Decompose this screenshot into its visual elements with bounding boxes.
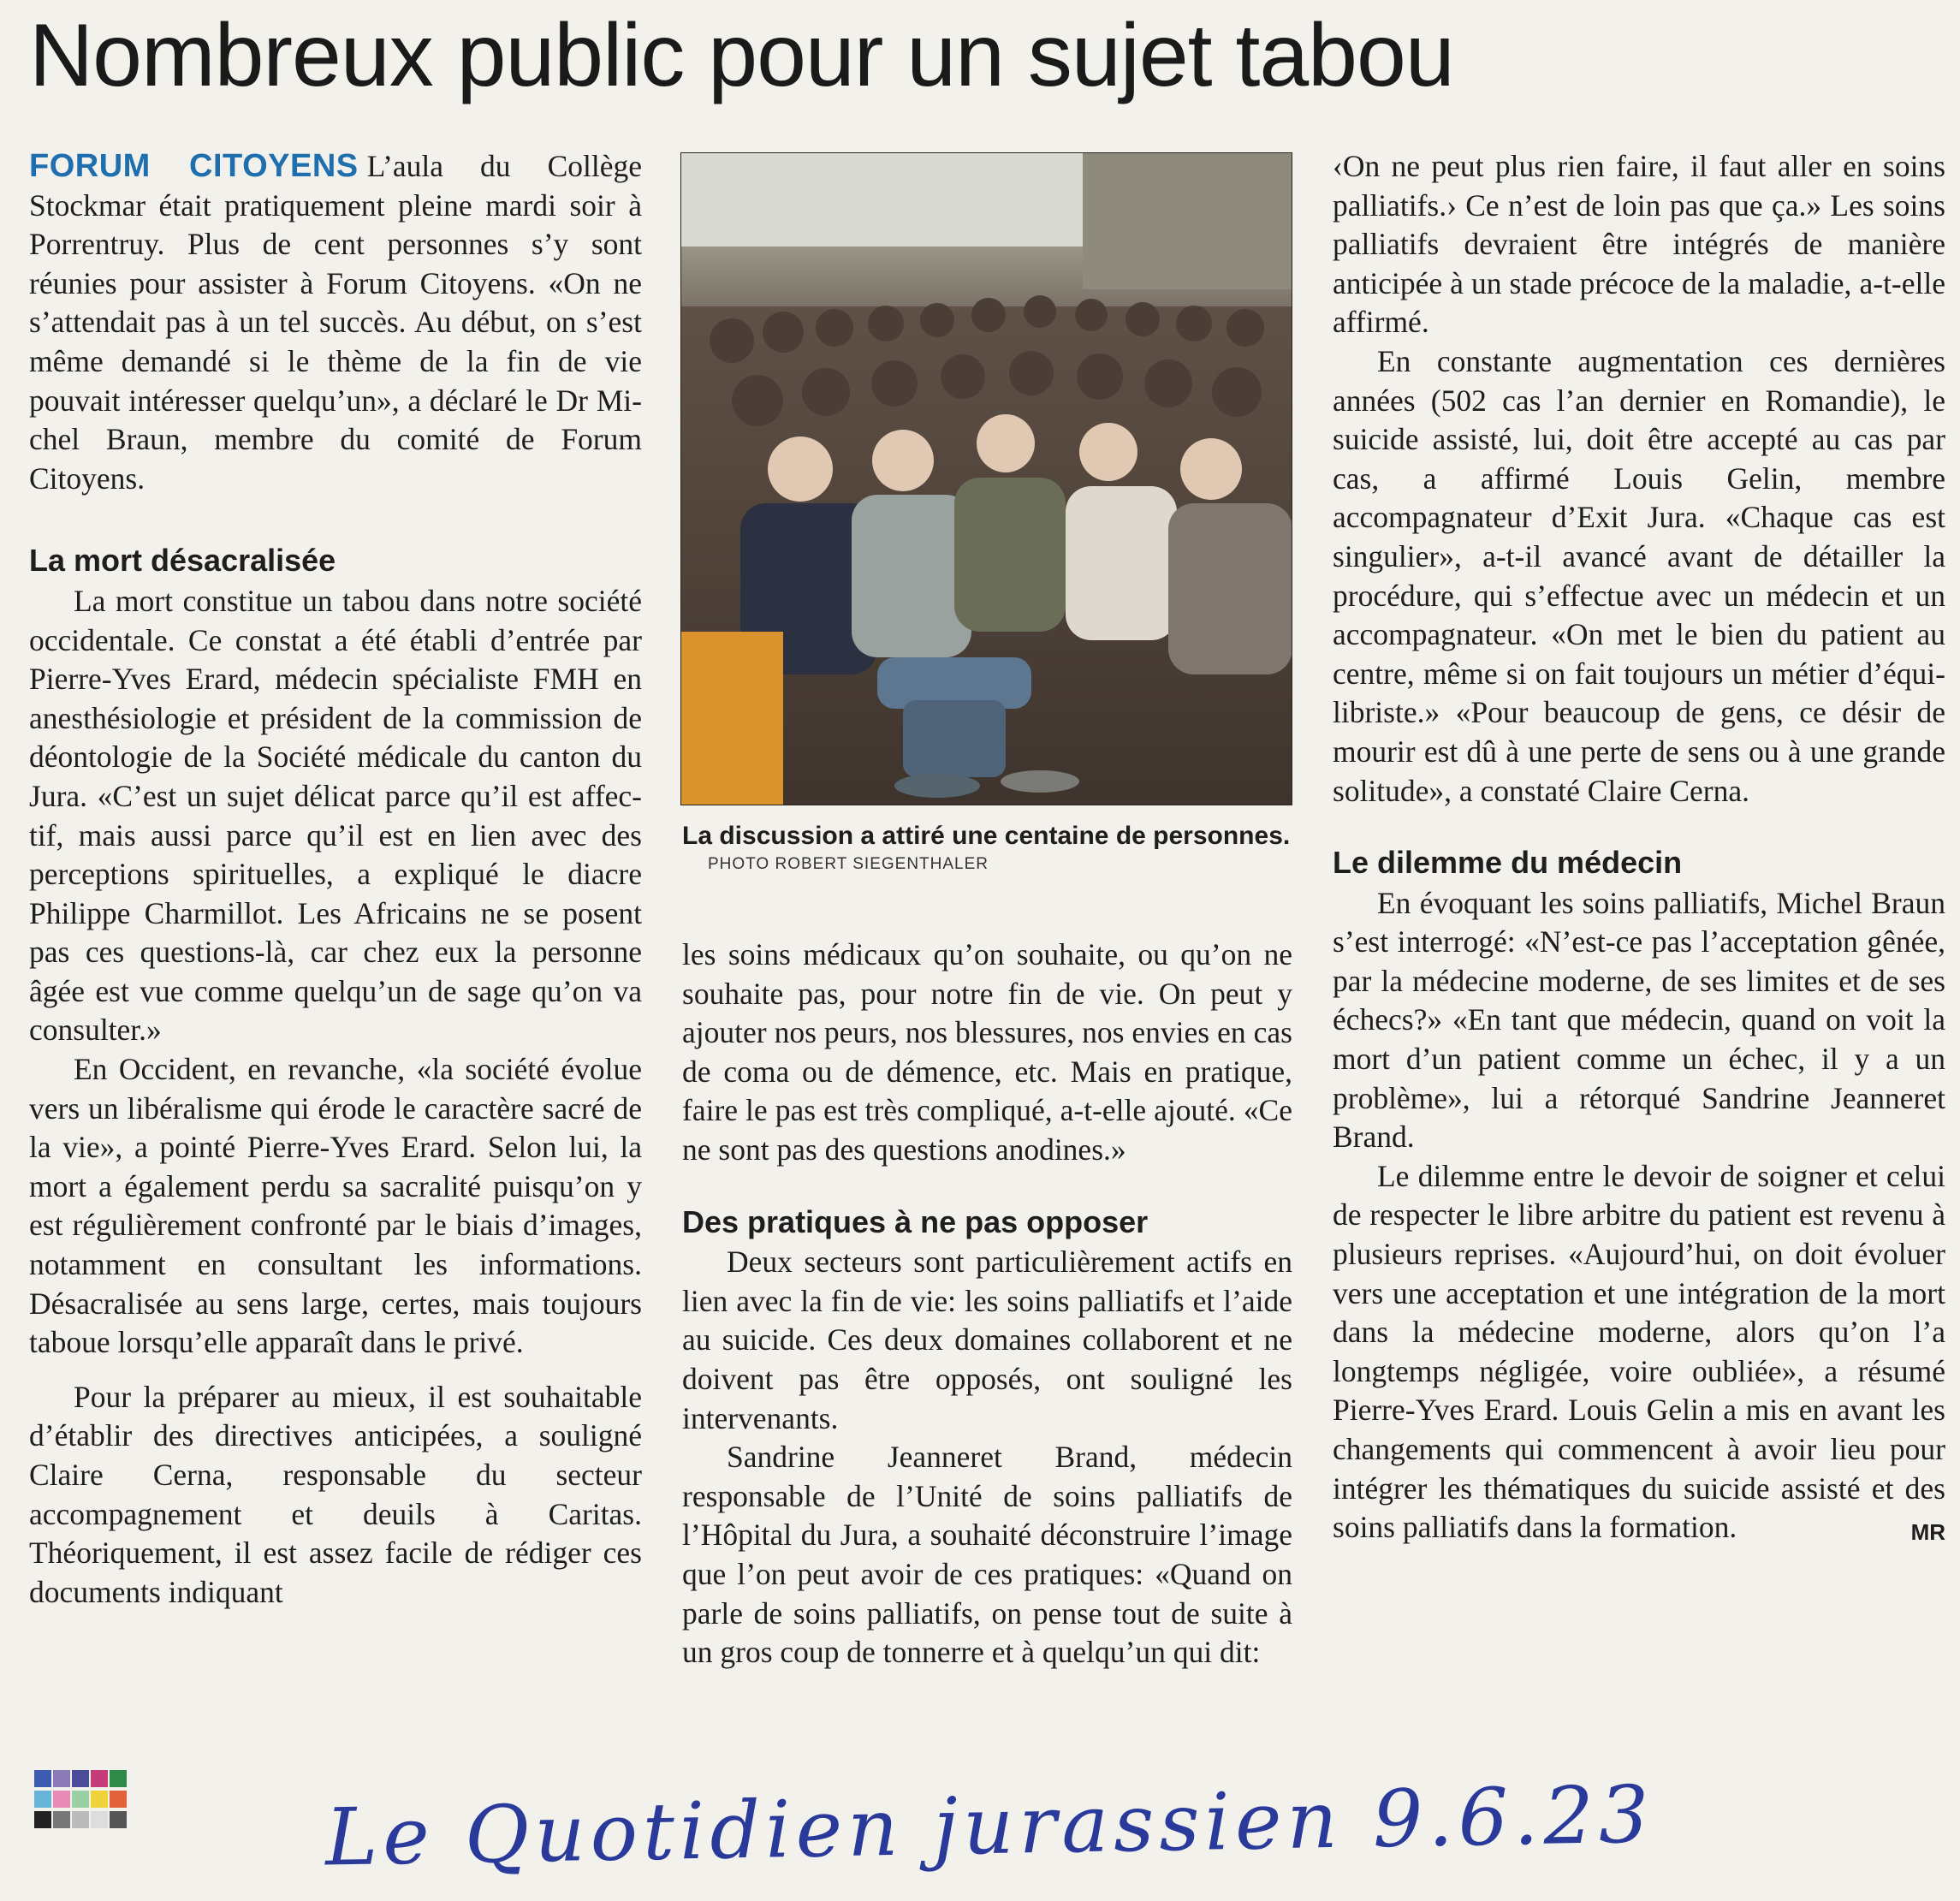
paragraph: La mort constitue un tabou dans notre société occidentale. Ce constat a été établi d’entrée par Pierre-Yves Erard, médecin spécialiste FMH en anesthésiologie et président de la commission de déontologie de la Société médicale du canton du Jura. «C’est un sujet délicat parce qu’il est affectif, mais aussi parce qu’il est en lien avec des perceptions spirituelles, a expliqué le diacre Philippe Charmillot. Les Africains ne se posent pas ces questions-là, car chez eux la personne âgée est vue comme quelqu’un de sage qu’on va consulter.» [29, 583, 642, 1048]
color-calibration-icon [34, 1770, 146, 1839]
subhead-dilemme: Le dilemme du médecin [1333, 845, 1683, 881]
photo-caption [682, 817, 1294, 874]
subhead-pratiques: Des pratiques à ne pas opposer [682, 1203, 1149, 1239]
photo-credit: PHOTO ROBERT SIEGENTHALER [708, 855, 989, 873]
handwritten-note: Le Quotidien jurassien 9.6.23 [324, 1768, 1655, 1884]
headline: Nombreux public pour un sujet tabou [29, 6, 1454, 105]
column-3 [1333, 147, 1945, 1553]
author-signature: MR [1910, 1519, 1945, 1546]
paragraph: Pour la préparer au mieux, il est souhaitable d’établir des directives anticipées, a souligné Claire Cerna, responsable du secteur accompagnement et deuils à Caritas. Théoriquement, il est assez facile de rédiger ces documents indiquant [29, 1379, 642, 1609]
paragraph: Le dilemme entre le devoir de soigner et celui de respecter le libre arbitre du patient est revenu à plusieurs reprises. «Aujourd’hui, on doit évoluer vers une acceptation et une intégration de la mort dans la médecine moderne, alors qu’on l’a longtemps négligée, voire oubliée», a résumé Pierre-Yves Erard. Louis Gelin a mis en avant les changements qui commencent à avoir lieu pour intégrer les thématiques du suicide assisté et des soins palliatifs dans la formation. MR [1333, 1157, 1945, 1548]
paragraph: les soins médicaux qu’on souhaite, ou qu’on ne souhaite pas, pour notre fin de vie. On peut y ajouter nos peurs, nos blessures, nos envies en cas de coma ou de démence, etc. Mais en pratique, faire le pas est très compliqué, a-t-elle ajouté. «Ce ne sont pas des questions anodines.» [682, 937, 1292, 1167]
paragraph: Deux secteurs sont particulièrement actifs en lien avec la fin de vie: les soins palliatifs et l’aide au suicide. Ces deux domaines collaborent et ne doivent pas être opposés, ont souligné les intervenants. [682, 1245, 1292, 1435]
column-1 [29, 147, 642, 1612]
paragraph: En évoquant les soins palliatifs, Michel Braun s’est interrogé: «N’est-ce pas l’acceptation gênée, par la médecine moderne, de ses limites et de ses échecs?» «En tant que médecin, quand on voit la mort d’un patient comme un échec, il y a un problème», lui a rétorqué Sandrine Jeanneret Brand. [1333, 885, 1945, 1155]
audience-photo [680, 152, 1292, 805]
column-2 [682, 936, 1292, 1672]
intro-paragraph: FORUM CITOYENS L’aula du Collège Stockmar était pratiquement pleine mardi soir à Porrentruy. Plus de cent personnes s’y sont réunies pour assister à Forum Citoyens. «On ne s’attendait pas à un tel succès. Au début, on s’est même demandé si le thème de la fin de vie pouvait intéresser quelqu’un», a déclaré le Dr Michel Braun, membre du comité de Forum Citoyens. [29, 148, 642, 496]
paragraph: ‹On ne peut plus rien faire, il faut aller en soins palliatifs.› Ce n’est de loin pas que ça.» Les soins palliatifs devraient être intégrés de manière anticipée à un stade précoce de la maladie, a-t-elle affirmé. [1333, 149, 1945, 340]
subhead-la-mort: La mort désacralisée [29, 543, 336, 579]
caption-text: La discussion a attiré une centaine de personnes. [682, 822, 1291, 850]
kicker: FORUM CITOYENS [29, 148, 359, 184]
paragraph: Sandrine Jeanneret Brand, médecin responsable de l’Unité de soins palliatifs de l’Hôpital du Jura, a souhaité déconstruire l’image que l’on peut avoir de ces pratiques: «Quand on parle de soins palliatifs, on pense tout de suite à un gros coup de tonnerre et à quelqu’un qui dit: [682, 1440, 1292, 1670]
paragraph: En constante augmentation ces dernières années (502 cas l’an dernier en Romandie), le suicide assisté, lui, doit être accepté au cas par cas, a affirmé Louis Gelin, membre accompagnateur d’Exit Jura. «Chaque cas est singulier», a-t-il avancé avant de détailler la procédure, qui s’effectue avec un médecin et un accompagnateur. «On met le bien du patient au centre, même si on fait toujours un métier d’équilibriste.» «Pour beaucoup de gens, ce désir de mourir est dû à une perte de sens ou à une grande solitude», a constaté Claire Cerna. [1333, 343, 1945, 808]
paragraph: En Occident, en revanche, «la société évolue vers un libéralisme qui érode le caractère sacré de la vie», a pointé Pierre-Yves Erard. Selon lui, la mort a également perdu sa sacralité puisqu’on y est régulièrement confronté par le biais d’images, notamment en consultant les informations. Désacralisée au sens large, certes, mais toujours taboue lorsqu’elle apparaît dans le privé. [29, 1052, 642, 1360]
